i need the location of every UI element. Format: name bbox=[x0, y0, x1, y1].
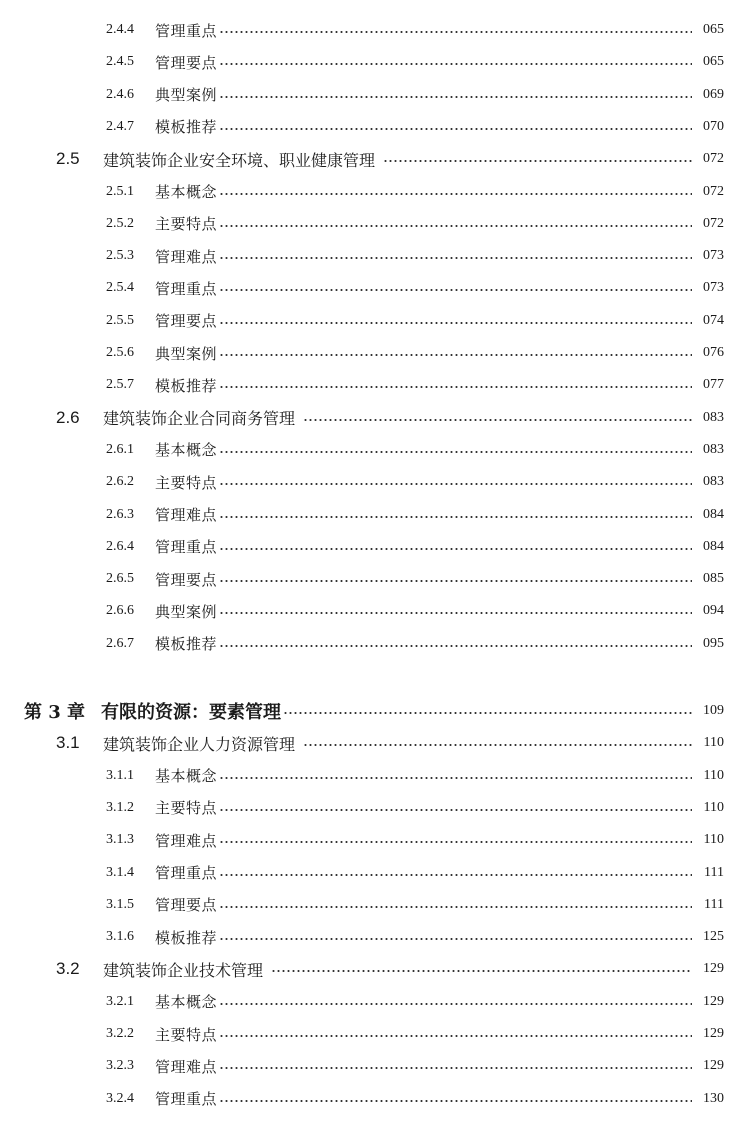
toc-leader-dots bbox=[219, 809, 692, 811]
toc-leader-dots bbox=[219, 938, 692, 940]
toc-leader-dots bbox=[219, 386, 692, 388]
toc-title: 基本概念 bbox=[155, 441, 218, 460]
toc-leader-dots bbox=[303, 419, 692, 421]
toc-title: 管理重点 bbox=[155, 21, 218, 40]
toc-page-number: 130 bbox=[703, 1090, 724, 1106]
toc-number: 2.6.2 bbox=[106, 474, 134, 490]
toc-title: 管理重点 bbox=[155, 538, 218, 557]
toc-page-number: 095 bbox=[703, 635, 724, 651]
toc-title: 基本概念 bbox=[155, 767, 218, 786]
toc-leader-dots bbox=[219, 580, 692, 582]
toc-subsection bbox=[0, 858, 750, 888]
toc-subsection bbox=[0, 15, 750, 45]
toc-leader-dots bbox=[219, 322, 692, 324]
toc-subsection bbox=[0, 177, 750, 207]
toc-leader-dots bbox=[219, 289, 692, 291]
toc-leader-dots bbox=[219, 1003, 692, 1005]
toc-subsection bbox=[0, 922, 750, 952]
toc-leader-dots bbox=[283, 712, 692, 714]
toc-number: 3.2.3 bbox=[106, 1058, 134, 1074]
toc-number: 2.6.6 bbox=[106, 603, 134, 619]
toc-leader-dots bbox=[219, 645, 692, 647]
toc-page-number: 094 bbox=[703, 603, 724, 619]
toc-number: 3.1.1 bbox=[106, 767, 134, 783]
toc-page-number: 110 bbox=[703, 767, 724, 783]
toc-title: 主要特点 bbox=[155, 215, 218, 234]
toc-subsection bbox=[0, 564, 750, 594]
toc-leader-dots bbox=[219, 841, 692, 843]
toc-title: 管理要点 bbox=[155, 312, 218, 331]
toc-number: 2.5.2 bbox=[106, 215, 134, 231]
toc-number: 2.5.4 bbox=[106, 280, 134, 296]
toc-title: 建筑装饰企业安全环境、职业健康管理 bbox=[103, 150, 376, 170]
toc-leader-dots bbox=[219, 1100, 692, 1102]
toc-leader-dots bbox=[303, 744, 692, 746]
toc-page-number: 077 bbox=[703, 377, 724, 393]
toc-number: 2.5.3 bbox=[106, 248, 134, 264]
toc-title: 主要特点 bbox=[155, 473, 218, 492]
toc-title: 模板推荐 bbox=[155, 928, 218, 947]
toc-title: 模板推荐 bbox=[155, 376, 218, 395]
toc-page-number: 111 bbox=[704, 864, 724, 880]
toc-number: 2.6.5 bbox=[106, 571, 134, 587]
toc-subsection bbox=[0, 1019, 750, 1049]
toc-subsection bbox=[0, 1084, 750, 1114]
toc-number: 3.1.5 bbox=[106, 896, 134, 912]
toc-number: 2.6.4 bbox=[106, 538, 134, 554]
toc-page-number: 072 bbox=[703, 151, 724, 167]
toc-title: 建筑装饰企业技术管理 bbox=[103, 960, 264, 980]
toc-page-number: 074 bbox=[703, 312, 724, 328]
toc-subsection bbox=[0, 435, 750, 465]
toc-subsection bbox=[0, 532, 750, 562]
toc-subsection bbox=[0, 890, 750, 920]
toc-page-number: 076 bbox=[703, 345, 724, 360]
toc-page-number: 084 bbox=[703, 506, 724, 522]
toc-leader-dots bbox=[383, 160, 692, 162]
toc-title: 管理要点 bbox=[155, 896, 218, 915]
toc-title: 模板推荐 bbox=[155, 118, 218, 137]
toc-title: 建筑装饰企业人力资源管理 bbox=[103, 734, 296, 754]
toc-page-number: 083 bbox=[703, 474, 724, 490]
toc-page-number: 072 bbox=[703, 183, 724, 199]
toc-leader-dots bbox=[219, 874, 692, 876]
toc-leader-dots bbox=[219, 1067, 692, 1069]
toc-page-number: 083 bbox=[703, 441, 724, 457]
toc-subsection bbox=[0, 241, 750, 271]
toc-subsection bbox=[0, 273, 750, 303]
toc-page-number: 110 bbox=[703, 832, 724, 848]
toc-leader-dots bbox=[219, 612, 692, 614]
toc-page-number: 109 bbox=[703, 703, 724, 718]
toc-page-number: 129 bbox=[703, 1058, 724, 1074]
toc-number: 2.4.4 bbox=[106, 22, 134, 37]
toc-page-number: 084 bbox=[703, 538, 724, 554]
toc-number: 3.1.6 bbox=[106, 929, 134, 945]
toc-leader-dots bbox=[219, 225, 692, 227]
toc-title: 有限的资源：要素管理 bbox=[101, 702, 281, 723]
toc-title: 典型案例 bbox=[155, 344, 218, 363]
toc-number: 2.6.1 bbox=[106, 441, 134, 457]
toc-leader-dots bbox=[219, 193, 692, 195]
toc-subsection bbox=[0, 629, 750, 659]
toc-subsection bbox=[0, 467, 750, 497]
toc-leader-dots bbox=[219, 906, 692, 908]
toc-leader-dots bbox=[219, 483, 692, 485]
toc-section bbox=[0, 954, 750, 984]
toc-number: 3.1 bbox=[56, 733, 80, 753]
toc-leader-dots bbox=[219, 128, 692, 130]
toc-page-number: 110 bbox=[703, 735, 724, 751]
toc-number: 3.2.2 bbox=[106, 1026, 134, 1041]
toc-subsection bbox=[0, 761, 750, 791]
toc-leader-dots bbox=[219, 1035, 692, 1037]
toc-section bbox=[0, 144, 750, 174]
toc-leader-dots bbox=[219, 548, 692, 550]
toc-leader-dots bbox=[219, 257, 692, 259]
toc-number: 3.1.2 bbox=[106, 799, 134, 815]
toc-page-number: 069 bbox=[703, 86, 724, 102]
toc-number: 2.5 bbox=[56, 149, 80, 169]
toc-number: 2.4.7 bbox=[106, 118, 134, 134]
toc-subsection bbox=[0, 793, 750, 823]
toc-number: 3.1.3 bbox=[106, 832, 134, 848]
toc-number: 2.4.5 bbox=[106, 54, 134, 70]
toc-number: 2.5.6 bbox=[106, 345, 134, 360]
toc-subsection bbox=[0, 112, 750, 142]
toc-subsection bbox=[0, 987, 750, 1017]
toc-leader-dots bbox=[219, 777, 692, 779]
toc-leader-dots bbox=[219, 96, 692, 98]
toc-title: 管理重点 bbox=[155, 864, 218, 882]
toc-subsection bbox=[0, 1051, 750, 1081]
toc-number: 2.6.7 bbox=[106, 635, 134, 651]
toc-subsection bbox=[0, 825, 750, 855]
toc-number: 2.6.3 bbox=[106, 506, 134, 522]
toc-leader-dots bbox=[219, 516, 692, 518]
toc-subsection bbox=[0, 338, 750, 368]
toc-title: 模板推荐 bbox=[155, 635, 218, 654]
toc-leader-dots bbox=[271, 970, 692, 972]
toc-title: 管理难点 bbox=[155, 506, 218, 524]
toc-page-number: 129 bbox=[703, 1026, 724, 1041]
toc-title: 管理难点 bbox=[155, 247, 218, 266]
toc-page-number: 129 bbox=[703, 961, 724, 977]
toc-title: 管理要点 bbox=[155, 53, 218, 72]
toc-leader-dots bbox=[219, 31, 692, 33]
toc-number: 2.6 bbox=[56, 407, 80, 427]
toc-page-number: 073 bbox=[703, 280, 724, 296]
toc-title: 主要特点 bbox=[155, 799, 218, 818]
toc-number: 3.2.4 bbox=[106, 1090, 134, 1106]
toc-title: 管理重点 bbox=[155, 279, 218, 298]
toc-number: 2.4.6 bbox=[106, 86, 134, 102]
toc-subsection bbox=[0, 370, 750, 400]
toc-title: 管理难点 bbox=[155, 1057, 218, 1076]
toc-leader-dots bbox=[219, 63, 692, 65]
toc-subsection bbox=[0, 47, 750, 77]
toc-title: 建筑装饰企业合同商务管理 bbox=[103, 409, 296, 429]
toc-number: 3.1.4 bbox=[106, 864, 134, 880]
toc-number: 2.5.1 bbox=[106, 183, 134, 199]
toc-page-number: 125 bbox=[703, 929, 724, 945]
toc-chapter bbox=[0, 696, 750, 726]
toc-section bbox=[0, 403, 750, 433]
toc-page-number: 111 bbox=[704, 896, 724, 912]
toc-title: 管理重点 bbox=[155, 1090, 218, 1109]
toc-number: 3.2 bbox=[56, 959, 80, 979]
toc-subsection bbox=[0, 80, 750, 110]
toc-subsection bbox=[0, 596, 750, 626]
toc-page-number: 072 bbox=[703, 215, 724, 231]
toc-number: 2.5.5 bbox=[106, 312, 134, 328]
toc-title: 典型案例 bbox=[155, 602, 218, 621]
toc-page-number: 073 bbox=[703, 248, 724, 264]
toc-page-number: 065 bbox=[703, 54, 724, 70]
toc-title: 典型案例 bbox=[155, 86, 218, 105]
toc-page-number: 110 bbox=[703, 799, 724, 815]
toc-section bbox=[0, 728, 750, 758]
toc-subsection bbox=[0, 306, 750, 336]
toc-page-number: 129 bbox=[703, 993, 724, 1009]
toc-number: 第 3 章 bbox=[24, 702, 86, 723]
toc-number: 2.5.7 bbox=[106, 377, 134, 393]
toc-title: 基本概念 bbox=[155, 183, 218, 201]
toc-title: 管理要点 bbox=[155, 570, 218, 589]
toc-page-number: 083 bbox=[703, 409, 724, 425]
toc-title: 基本概念 bbox=[155, 993, 218, 1012]
toc-number: 3.2.1 bbox=[106, 993, 134, 1009]
toc-title: 主要特点 bbox=[155, 1025, 218, 1044]
toc-page-number: 065 bbox=[703, 22, 724, 37]
toc-leader-dots bbox=[219, 451, 692, 453]
toc-title: 管理难点 bbox=[155, 831, 218, 850]
toc-subsection bbox=[0, 209, 750, 239]
toc-page-number: 085 bbox=[703, 571, 724, 587]
toc-leader-dots bbox=[219, 354, 692, 356]
toc-page-number: 070 bbox=[703, 118, 724, 134]
toc-subsection bbox=[0, 500, 750, 530]
